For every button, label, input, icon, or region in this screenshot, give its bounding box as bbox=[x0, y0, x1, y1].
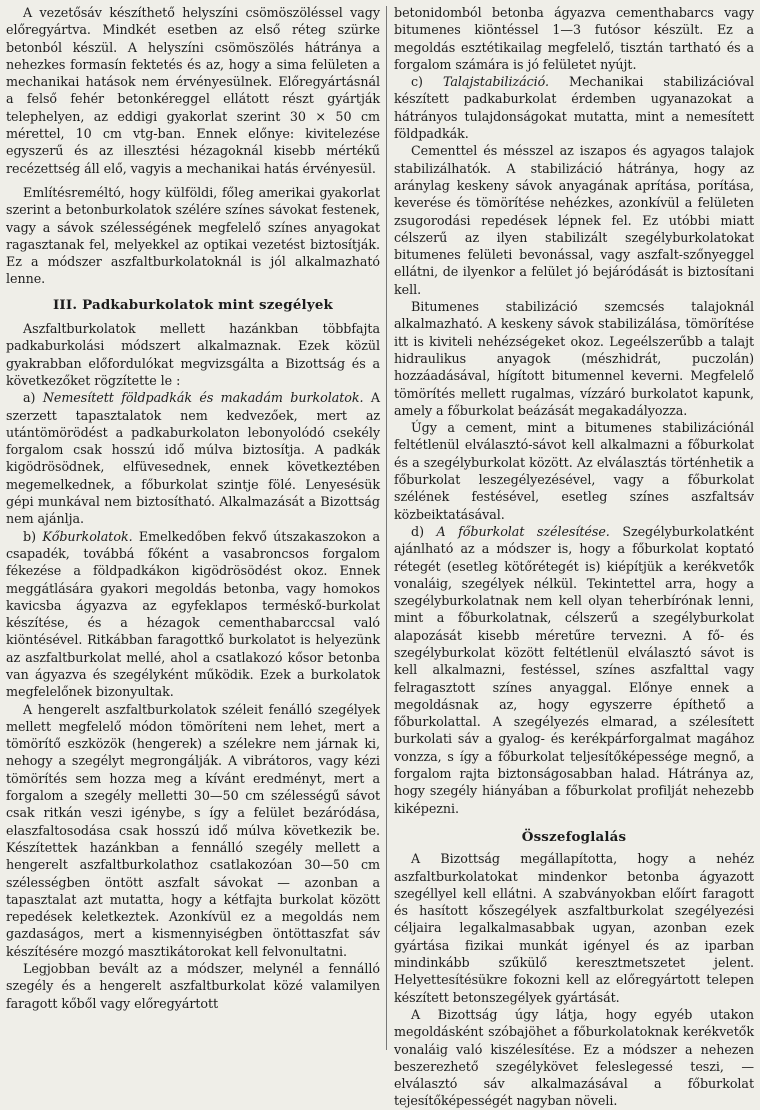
subheading-koburkolatok: Kőburkolatok. bbox=[42, 528, 133, 544]
label-a: a) bbox=[23, 390, 43, 406]
paragraph-intro: Aszfaltburkolatok mellett hazánkban többfajta padkaburkolási módszert alkalmaznak. Ezek közül gyakrabban előfordulókat megvizsgálta a Bizottság és a következőket rögzítette le : bbox=[6, 321, 380, 388]
paragraph-legjobban: Legjobban bevált az a módszer, melynél a fennálló szegély és a hengerelt aszfaltburkolat közé valamilyen faragott kőből vagy előregyártott bbox=[6, 961, 380, 1011]
label-d: d) bbox=[411, 523, 437, 539]
text-c-rest: Mechanikai stabilizációval készített padkaburkolat érdemben ugyanazokat a hátrányos tulajdonságokat mutatta, mint a nemesített földpadkák. bbox=[394, 74, 754, 142]
paragraph-hengerelt: A hengerelt aszfaltburkolatok széleit fenálló szegélyek mellett megfelelő módon tömöríteni nem lehet, mert a tömörítő eszközök (hengerek) a szélekre nem járnak ki, nehogy a szegélyt megrongálják. A vibrátoros, vagy kézi tömörítés sem hozza meg a kívánt eredményt, mert a forgalom a szegély melletti 30—50 cm szélességű sávot csak ritkán veszi igénybe, s így a felület bezáródása, elaszfaltosodása csak hosszú idő múlva következik be. Készítettek hazánkban a fennálló szegély mellett a hengerelt aszfaltburkolathoz csatlakozóan 30—50 cm szélességben öntött aszfalt sávokat — azonban a tapasztalat azt mutatta, hogy a kétfajta burkolat között repedések keletkeztek. Azonkívül ez a megoldás nem gazdaságos, mert a kismennyiségben öntöttaszfat sáv készítésére mozgó masztikátorokat kell felvonultatni. bbox=[6, 701, 380, 959]
column-divider bbox=[386, 6, 387, 1050]
text-a-rest: A szerzett tapasztalatok nem kedvezőek, mert az utántömörödést a padkaburkolaton lebonyolódó csekély forgalom csak hosszú idő múlva biztosítja. A padkák kigödrösödnek, elfüvesednek, ennek következtében megemelkednek, a főburkolat szintje fölé. Lenyesésük gépi munkával nem biztosítható. Alkalmazását a Bizottság nem ajánlja. bbox=[6, 390, 380, 527]
paragraph-cementtel: Cementtel és mésszel az iszapos és agyagos talajok stabilizálhatók. A stabilizáció hátránya, hogy az aránylag keskeny sávok anyagának aprítása, porítása, keverése és tömörítése nehézkes, azonkívül a felületen zsugorodási repedések lépnek fel. Ez utóbbi miatt célszerű az ilyen stabilizált szegélyburkolatokat bitumenes felületi bevonással, vagy aszfalt-szőnyeggel ellátni, de ilyenkor a felület jó bejáródását is biztosítani kell. bbox=[394, 143, 754, 297]
paragraph-bizottsag-megallapitotta: A Bizottság megállapította, hogy a nehéz aszfaltburkolatokat mindenkor betonba ágyazott szegéllyel kell ellátni. A szabványokban előírt faragott és hasított kőszegélyek aszfaltburkolat szegélyezési céljaira legalkalmasabbak ugyan, azonban ezek gyártása fizikai munkát igényel és az iparban mindinkább szűkülő keresztmetszetet jelent. Helyettesítésükre fokozni kell az előregyártott telepen készített betonszegélyek gyártását. bbox=[394, 851, 754, 1005]
left-column bbox=[6, 4, 380, 1052]
paragraph-d-foburkolat bbox=[394, 523, 754, 817]
paragraph-elvalaszto-sav: Úgy a cement, mint a bitumenes stabilizációnál feltétlenül elválasztó-sávot kell alkalmazni a főburkolat és a szegélyburkolat között. Az elválasztás történhetik a főburkolat leszegélyezésével, vagy a főburkolat szélének festésével, esetleg színes aszfaltsáv közbeiktatásával. bbox=[394, 420, 754, 522]
paragraph-bizottsag-ugy-latja: A Bizottság úgy látja, hogy egyéb utakon megoldásként szóbajöhet a főburkolatoknak kerékvetők vonaláig való kiszélesítése. Ez a módszer a nehezen beszerezhető szegélykövet feleslegessé teszi, — elválasztó sáv alkalmazásával a főburkolat tejesítőképességét nagyban növeli. bbox=[394, 1006, 754, 1109]
paragraph-betonidom: betonidomból betonba ágyazva cementhabarcs vagy bitumenes kiöntéssel 1—3 futósor készült. Ez a megoldás esztétikailag megfelelő, tisztán tartható és a forgalom számára is jó felületet nyújt. bbox=[394, 5, 754, 72]
text-d-rest: Szegélyburkolatként ajánlható az a módszer is, hogy a főburkolat koptató rétegét (esetleg kötőrétegét is) kiépítjük a kerékvetők vonaláig, szegélyek nélkül. Tekintettel arra, hogy a szegélyburkolatnak nem kell olyan teherbírónak lenni, mint a főburkolatnak, célszerű a szegélyburkolat alapozását kisebb méretűre tervezni. A fő- és szegélyburkolat között feltétlenül elválasztó sávot is kell alkalmazni, festéssel, színes aszfalttal vagy felragasztott színes anyaggal. Előnye ennek a megoldásnak az, hogy egyszerre építhető a főburkolattal. A szegélyezés elmarad, a szélesített burkolati sáv a gyalog- és kerékpárforgalmat magához vonzza, s így a főburkolat teljesítőképessége megnő, a forgalom rajta biztonságosabban halad. Hátránya az, hogy szegély hiányában a főburkolat profilját nehezebb kiképezni. bbox=[394, 523, 754, 816]
text-b-rest: Emelkedőben fekvő útszakaszokon a csapadék, továbbá főként a vasabroncsos forgalom fékezése a földpadkákon kigödrösödést okoz. Ennek meggátlására gyakori megoldás betonba, vagy homokos kavicsba ágyazva az egyfeklapos terméskő-burkolat készítése, és a hézagok cementhabarccsal való kiöntésével. Ritkábban faragottkő burkolatot is helyezünk az aszfaltburkolat mellé, ahol a csatlakozó kősor betonba van ágyazva és szegélyként működik. Ezek a burkolatok megfelelőnek bizonyultak. bbox=[6, 528, 380, 700]
label-c: c) bbox=[411, 74, 443, 90]
section-heading-osszefoglalas: Összefoglalás bbox=[521, 828, 627, 845]
paragraph-amerikai-gyakorlat: Említésreméltó, hogy külföldi, főleg amerikai gyakorlat szerint a betonburkolatok szélére színes sávokat festenek, vagy a sávok szélességének megfelelő színes anyagokat ragasztanak fel, melyekkel az optikai vezetést biztosítják. Ez a módszer aszfaltburkolatoknál is jól alkalmazható lenne. bbox=[6, 184, 380, 287]
paragraph-vezetosav: A vezetősáv készíthető helyszíni csömöszöléssel vagy előregyártva. Mindkét esetben az első réteg szürke betonból készül. A helyszíni csömöszölés hátránya a nehezkes formasín fektetés és az, hogy a sima felületen a mechanikai hatások nem érvényesülnek. Előregyártásnál a felső fehér betonkéreggel ellátott részt gyártják telephelyen, az eddigi gyakorlat szerint 30 × 50 cm mérettel, 10 cm vtg-ban. Ennek előnye: kivitelezése egyszerű és az illesztési hézagoknál kisebb mértékű recézettség áll elő, vagyis a mechanikai hatás érvényesül. bbox=[6, 5, 380, 176]
right-column bbox=[394, 4, 754, 1109]
paragraph-bitumenes: Bitumenes stabilizáció szemcsés talajoknál alkalmazható. A keskeny sávok stabilizálása, tömörítése itt is kiviteli nehézségeket okoz. Legeélszerűbb a talajt hidraulikus anyagok (mészhidrát, puczolán) hozzáadásával, hígított bitumennel keverni. Megfelelő tömörítés mellett rugalmas, vízzáró burkolatot kapunk, amely a főburkolat beázását megakadályozza. bbox=[394, 299, 754, 418]
label-b: b) bbox=[23, 528, 43, 544]
paragraph-c-talajstabilizacio bbox=[394, 73, 754, 142]
subheading-talajstabilizacio: Talajstabilizáció. bbox=[442, 74, 550, 90]
subheading-nemesitett: Nemesített földpadkák és makadám burkolatok. bbox=[42, 390, 364, 406]
section-heading-padkaburkolatok: III. Padkaburkolatok mint szegélyek bbox=[52, 296, 334, 313]
paragraph-b-koburkolatok bbox=[6, 528, 380, 701]
paragraph-a-nemesitett bbox=[6, 389, 380, 527]
subheading-foburkolat-szelesitese: A főburkolat szélesítése. bbox=[436, 523, 610, 539]
